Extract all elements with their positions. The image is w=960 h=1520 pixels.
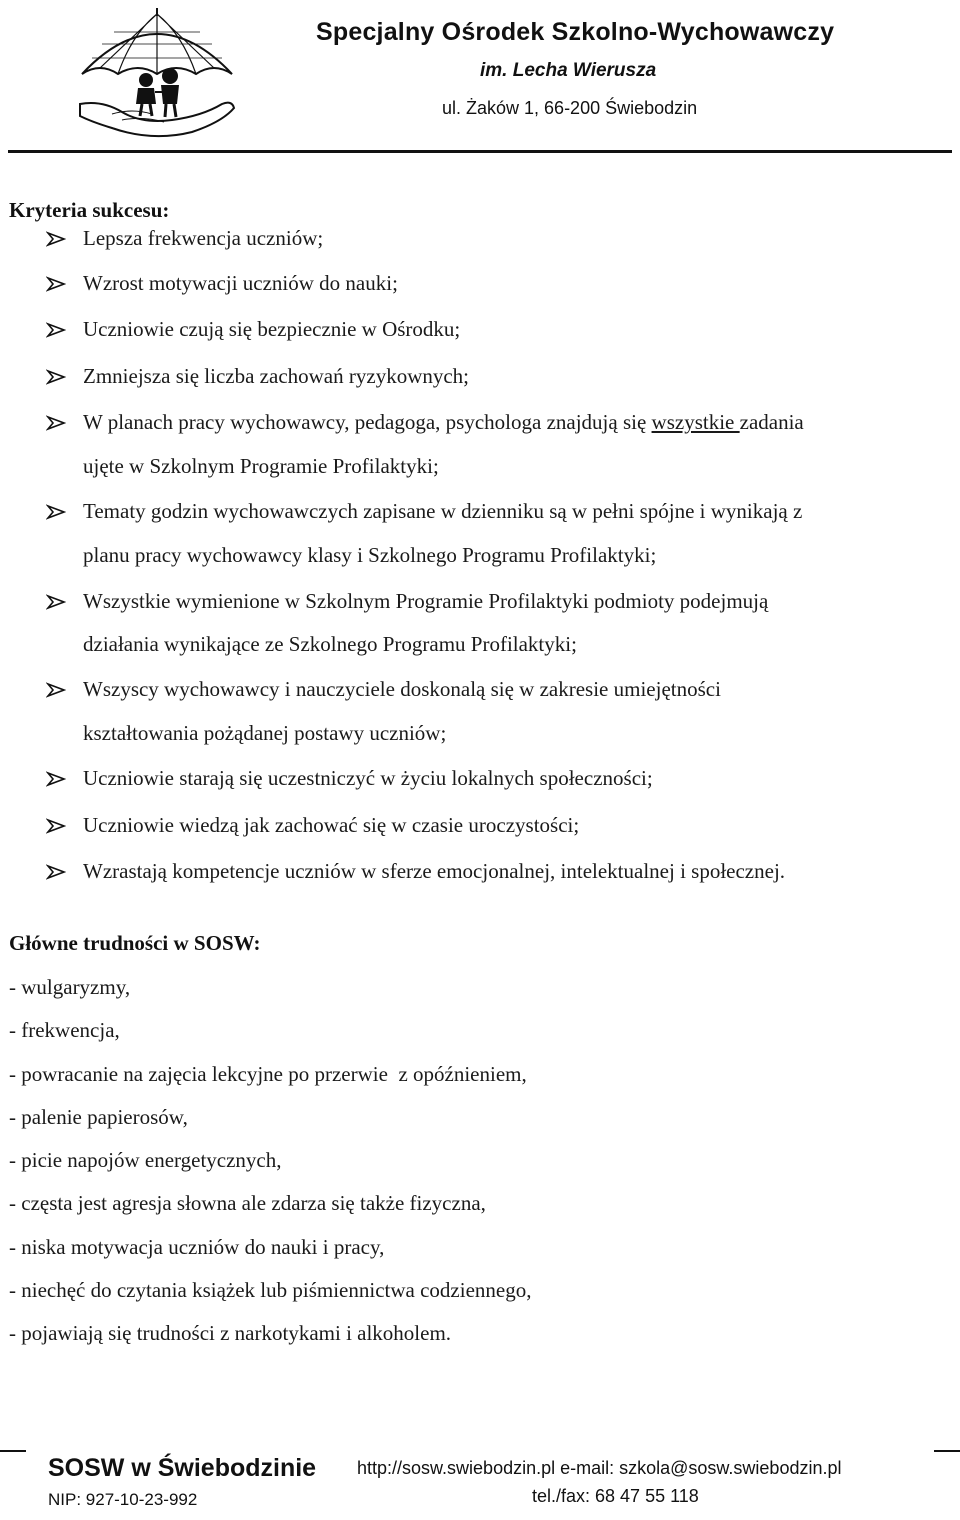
list-item: - picie napojów energetycznych,: [9, 1148, 282, 1173]
header-divider: [8, 150, 952, 153]
list-item-text-continued: ujęte w Szkolnym Programie Profilaktyki;: [83, 454, 439, 478]
list-item-text-continued: działania wynikające ze Szkolnego Programu Profilaktyki;: [83, 632, 577, 656]
list-item-text-continued: planu pracy wychowawcy klasy i Szkolnego Programu Profilaktyki;: [83, 543, 657, 567]
list-item-text-end: zadania: [739, 410, 804, 434]
organization-address: ul. Żaków 1, 66-200 Świebodzin: [442, 98, 698, 118]
arrow-bullet-icon: [46, 771, 66, 787]
footer-divider-right: [934, 1450, 960, 1452]
page-footer: [0, 1440, 960, 1520]
footer-organization-name: SOSW w Świebodzinie: [48, 1454, 317, 1482]
list-item-text: Zmniejsza się liczba zachowań ryzykownych;: [83, 364, 470, 388]
umbrella-hand-children-icon: [72, 4, 242, 144]
arrow-bullet-icon: [46, 594, 66, 610]
list-item-text: Wszyscy wychowawcy i nauczyciele doskonalą się w zakresie umiejętności: [83, 677, 721, 701]
letterhead: [0, 0, 960, 160]
list-item-text: Uczniowie starają się uczestniczyć w życiu lokalnych społeczności;: [83, 766, 653, 790]
list-item-text: Wszystkie wymienione w Szkolnym Programie Profilaktyki podmioty podejmują: [83, 589, 769, 613]
arrow-bullet-icon: [46, 415, 66, 431]
arrow-bullet-icon: [46, 369, 66, 385]
arrow-bullet-icon: [46, 276, 66, 292]
arrow-bullet-icon: [46, 682, 66, 698]
list-item-text: Wzrastają kompetencje uczniów w sferze emocjonalnej, intelektualnej i społecznej.: [83, 859, 786, 883]
footer-phone: tel./fax: 68 47 55 118: [532, 1486, 699, 1506]
footer-contact: http://sosw.swiebodzin.pl e-mail: szkola@sosw.swiebodzin.pl: [357, 1458, 842, 1478]
difficulties-list: [9, 966, 531, 1356]
list-item: - pojawiają się trudności z narkotykami i alkoholem.: [9, 1321, 452, 1346]
organization-name: Specjalny Ośrodek Szkolno-Wychowawczy: [316, 18, 835, 46]
footer-nip: NIP: 927-10-23-992: [48, 1490, 198, 1509]
arrow-bullet-icon: [46, 231, 66, 247]
list-item-text-start: W planach pracy wychowawcy, pedagoga, psychologa znajdują się: [83, 410, 652, 434]
difficulties-title: Główne trudności w SOSW:: [9, 931, 261, 955]
list-item: - palenie papierosów,: [9, 1104, 188, 1129]
arrow-bullet-icon: [46, 504, 66, 520]
arrow-bullet-icon: [46, 818, 66, 834]
list-item-text: Uczniowie czują się bezpiecznie w Ośrodku;: [83, 317, 461, 341]
list-item: - wulgaryzmy,: [9, 975, 131, 999]
list-item: - niechęć do czytania książek lub piśmiennictwa codziennego,: [9, 1278, 532, 1303]
list-item-text: Lepsza frekwencja uczniów;: [83, 226, 324, 250]
organization-patron: im. Lecha Wierusza: [480, 60, 657, 81]
arrow-bullet-icon: [46, 322, 66, 338]
list-item-text-continued: kształtowania pożądanej postawy uczniów;: [83, 721, 447, 745]
list-item: - powracanie na zajęcia lekcyjne po przerwie z opóźnieniem,: [9, 1061, 527, 1086]
criteria-title: Kryteria sukcesu:: [9, 198, 170, 222]
list-item-text: [83, 400, 953, 444]
list-item: - niska motywacja uczniów do nauki i pracy,: [9, 1234, 385, 1259]
list-item: - frekwencja,: [9, 1018, 120, 1043]
footer-divider-left: [0, 1450, 26, 1452]
underlined-word: wszystkie: [651, 410, 740, 434]
list-item: - częsta jest agresja słowna ale zdarza się także fizyczna,: [9, 1191, 486, 1216]
list-item-text: Uczniowie wiedzą jak zachować się w czasie uroczystości;: [83, 813, 580, 837]
list-item-text: Tematy godzin wychowawczych zapisane w dzienniku są w pełni spójne i wynikają z: [83, 499, 803, 523]
list-item-text: Wzrost motywacji uczniów do nauki;: [83, 271, 398, 295]
arrow-bullet-icon: [46, 864, 66, 880]
